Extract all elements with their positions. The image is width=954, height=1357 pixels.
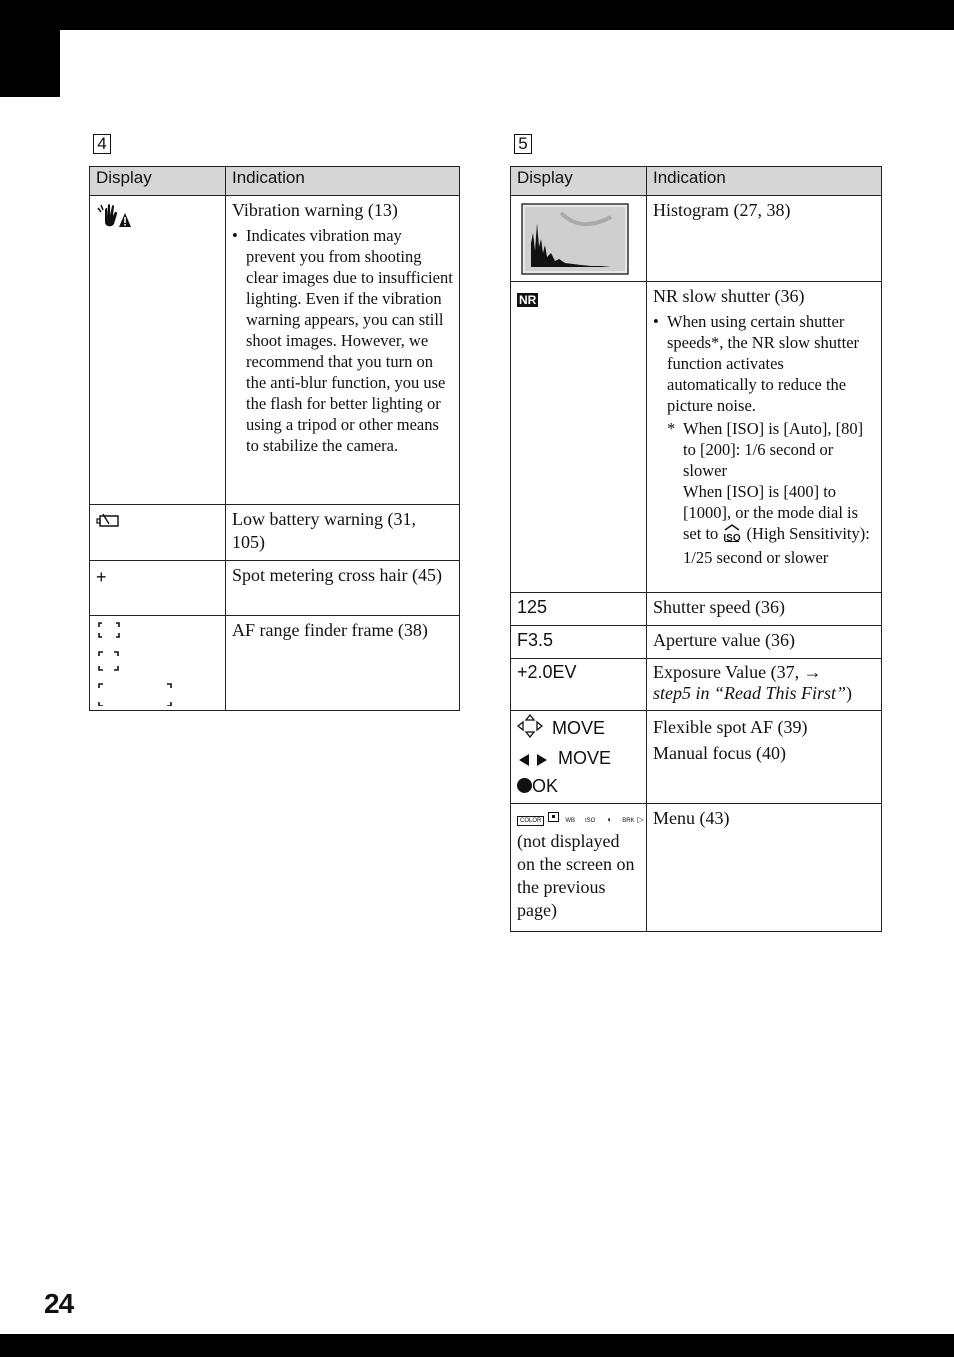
table-row [511, 196, 882, 282]
table-row [90, 561, 460, 616]
ok-line [517, 773, 640, 799]
table-row [511, 593, 882, 626]
row-title-italic: step5 in “Read This First” [653, 683, 847, 703]
table-row [90, 505, 460, 561]
four-way-arrows-icon [517, 714, 543, 745]
table-row [90, 196, 460, 505]
ok-label: OK [532, 776, 559, 796]
nr-icon: NR [519, 293, 537, 307]
footnote-text-2b: (High Sensitivity): 1/25 second or slower [683, 524, 870, 567]
menu-bar-icon [517, 812, 644, 826]
spot-metering-cross-hair-icon: + [96, 567, 107, 587]
header-indication: Indication [226, 167, 460, 196]
table-header [90, 167, 460, 196]
row-title-part1: Exposure Value (37, → [653, 662, 822, 682]
table-row [511, 711, 882, 804]
footnote-star: * [667, 419, 676, 438]
corner-tab [0, 0, 60, 97]
header-indication: Indication [647, 167, 882, 196]
af-range-finder-frame-icon [96, 622, 219, 706]
menu-arrow-icon: ▷ [637, 815, 644, 824]
shutter-speed-value: 125 [517, 597, 548, 617]
row-title: Vibration warning (13) [232, 200, 398, 220]
row-title: Low battery warning (31, 105) [232, 509, 416, 552]
bullet-text: Indicates vibration may prevent you from shooting clear images due to insufficient lighting. Even if the vibration warning appears, you can still shoot images. However, we recommend that you turn on the anti-blur function, you use the flash for better lighting or using a tripod or other means to stabilize the camera. [246, 226, 453, 455]
row-title: Aperture value (36) [653, 630, 795, 650]
left-right-arrows-icon [517, 747, 549, 773]
menu-sharpness-icon: ◐ [607, 815, 613, 824]
section-4-number: 4 [93, 134, 111, 154]
bottom-bar [0, 1334, 954, 1357]
menu-display-note: (not displayed on the screen on the previous page) [517, 831, 635, 920]
table-row [511, 282, 882, 593]
move-line-2 [517, 745, 640, 773]
low-battery-icon [96, 513, 122, 533]
menu-color-item: COLOR [517, 816, 544, 826]
footnote-text-1: When [ISO] is [Auto], [80] to [200]: 1/6 second or slower [683, 419, 864, 480]
table-row [90, 616, 460, 711]
menu-iso-item: ISO [585, 818, 596, 824]
top-bar [0, 0, 954, 30]
row-title: Shutter speed (36) [653, 597, 785, 617]
section-5-number: 5 [514, 134, 532, 154]
table-header [511, 167, 882, 196]
header-display: Display [511, 167, 647, 196]
exposure-value: +2.0EV [517, 662, 577, 682]
table-row [511, 804, 882, 932]
row-title: AF range finder frame (38) [232, 620, 428, 640]
page-number: 24 [44, 1288, 74, 1319]
bullet-item [232, 225, 453, 456]
row-title: NR slow shutter (36) [653, 286, 805, 306]
svg-text:ISO: ISO [723, 533, 742, 542]
footnote-continued [667, 481, 875, 568]
menu-brk-item: BRK [622, 818, 635, 824]
section-4-table [89, 166, 460, 711]
row-title: Spot metering cross hair (45) [232, 565, 442, 585]
move-line-1 [517, 714, 640, 745]
move-label: MOVE [552, 718, 606, 738]
bullet-item [653, 311, 875, 568]
bullet-dot: • [232, 226, 238, 245]
vibration-warning-icon [96, 212, 132, 232]
histogram-icon [517, 203, 640, 275]
table-row [511, 659, 882, 711]
row-title-line-2: Manual focus (40) [653, 743, 786, 763]
move-label: MOVE [558, 748, 612, 768]
footnote [667, 418, 875, 481]
high-sensitivity-iso-icon [722, 524, 742, 547]
table-row [511, 626, 882, 659]
menu-metering-icon [548, 812, 559, 822]
menu-wb-item: WB [565, 818, 576, 824]
footnote-text-2a: When [ISO] is [400] to [1000], or the mode dial is set to [683, 482, 859, 543]
row-title: Menu (43) [653, 808, 730, 828]
bullet-text: When using certain shutter speeds*, the NR slow shutter function activates automatically to reduce the picture noise. [667, 312, 860, 415]
row-title-line-1: Flexible spot AF (39) [653, 717, 808, 737]
aperture-value: F3.5 [517, 630, 554, 650]
row-title-part2: ) [846, 683, 853, 703]
section-5-table [510, 166, 882, 932]
header-display: Display [90, 167, 226, 196]
row-title: Histogram (27, 38) [653, 200, 791, 220]
center-button-icon [517, 778, 532, 793]
bullet-dot: • [653, 312, 659, 331]
